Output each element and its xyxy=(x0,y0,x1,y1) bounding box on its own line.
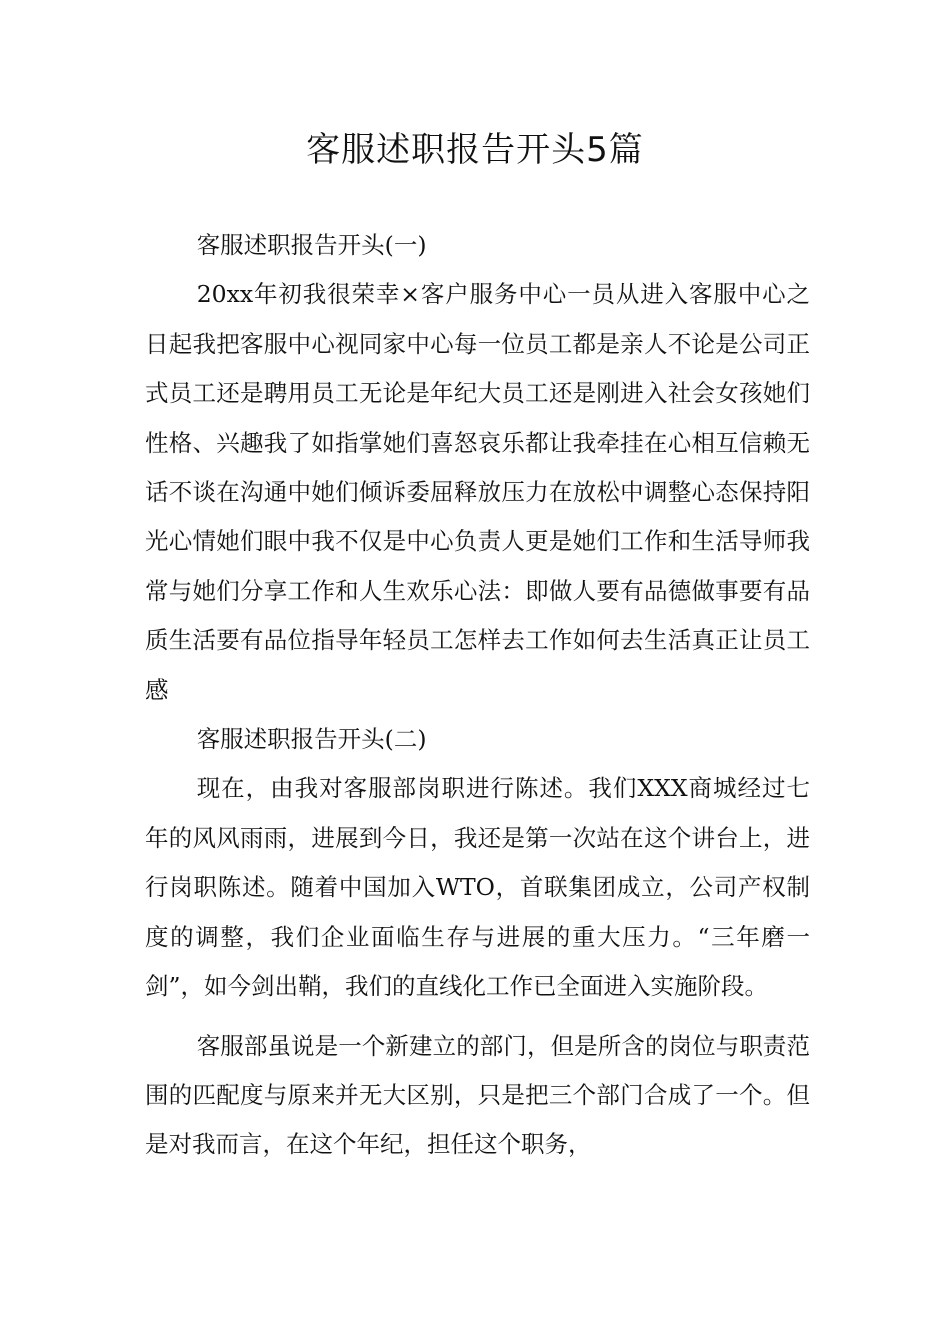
document-body xyxy=(145,221,810,1170)
section-1-paragraph: 20xx年初我很荣幸×客户服务中心一员从进入客服中心之日起我把客服中心视同家中心每一位员工都是亲人不论是公司正式员工还是聘用员工无论是年纪大员工还是刚进入社会女孩她们性格、兴趣我了如指掌她们喜怒哀乐都让我牵挂在心相互信赖无话不谈在沟通中她们倾诉委屈释放压力在放松中调整心态保持阳光心情她们眼中我不仅是中心负责人更是她们工作和生活导师我常与她们分享工作和人生欢乐心法：即做人要有品德做事要有品质生活要有品位指导年轻员工怎样去工作如何去生活真正让员工感 xyxy=(145,280,810,704)
document-title: 客服述职报告开头5篇 xyxy=(306,130,644,170)
section-heading-1: 客服述职报告开头(一) xyxy=(196,231,427,259)
section-2-paragraph-1: 现在，由我对客服部岗职进行陈述。我们XXX商城经过七年的风风雨雨，进展到今日，我还是第一次站在这个讲台上，进行岗职陈述。随着中国加入WTO，首联集团成立，公司产权制度的调整，我们企业面临生存与进展的重大压力。“三年磨一剑”，如今剑出鞘，我们的直线化工作已全面进入实施阶段。 xyxy=(145,774,810,1001)
section-heading-2: 客服述职报告开头(二) xyxy=(196,725,427,754)
section-2-paragraph-2: 客服部虽说是一个新建立的部门，但是所含的岗位与职责范围的匹配度与原来并无大区别，只是把三个部门合成了一个。但是对我而言，在这个年纪，担任这个职务， xyxy=(145,1031,810,1159)
